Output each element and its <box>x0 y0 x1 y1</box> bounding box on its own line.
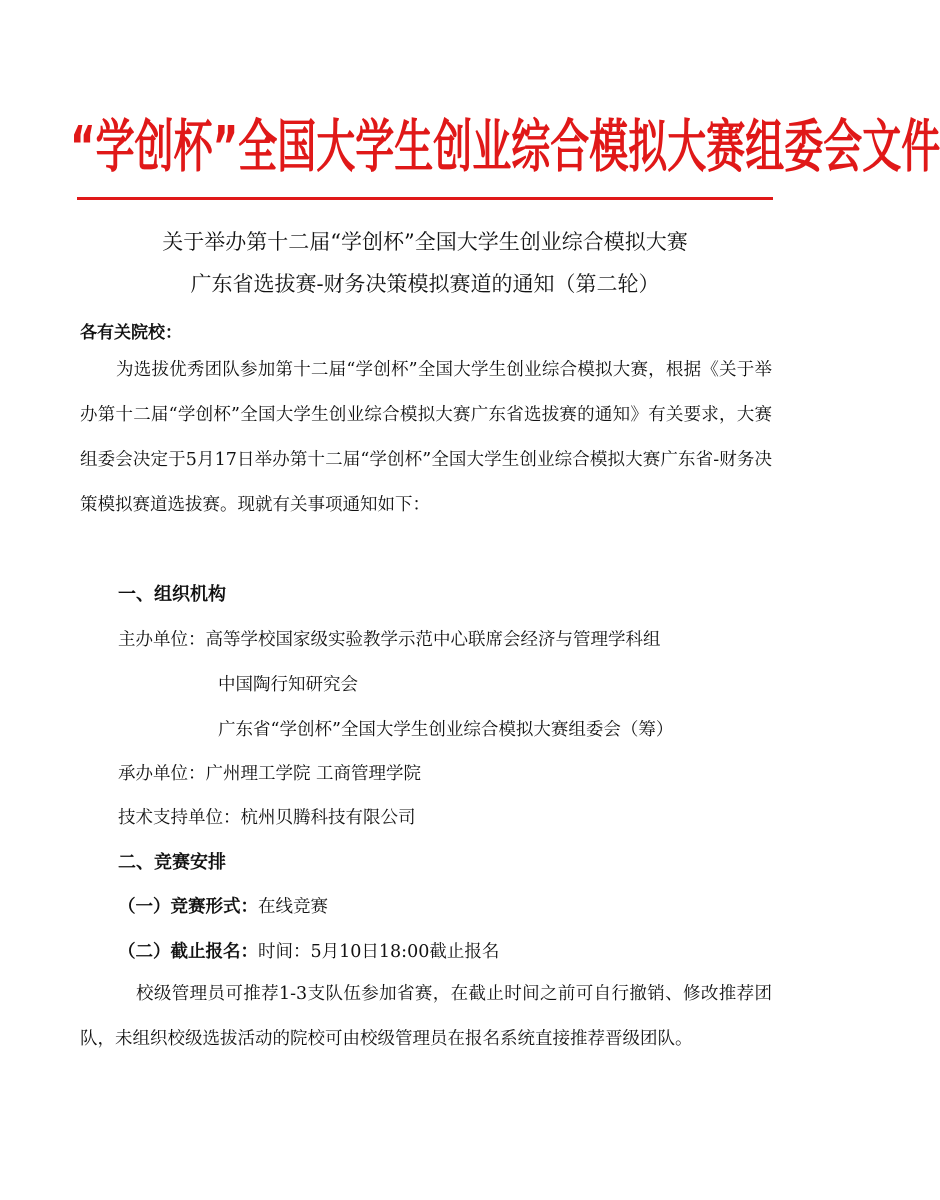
notice-title-line-1: 关于举办第十二届“学创杯”全国大学生创业综合模拟大赛 <box>162 230 688 254</box>
format-value: 在线竞赛 <box>258 897 328 917</box>
host-label: 主办单位： <box>118 630 206 650</box>
section-heading-organization: 一、组织机构 <box>118 584 226 605</box>
host-unit-1: 高等学校国家级实验教学示范中心联席会经济与管理学科组 <box>205 630 661 650</box>
deadline-label: （二）截止报名： <box>118 942 258 962</box>
host-unit-3: 广东省“学创杯”全国大学生创业综合模拟大赛组委会（筹） <box>218 720 674 740</box>
masthead-divider <box>77 197 773 200</box>
format-label: （一）竞赛形式： <box>118 897 258 917</box>
notice-title-line-2: 广东省选拔赛-财务决策模拟赛道的通知（第二轮） <box>190 272 660 296</box>
host-unit-2: 中国陶行知研究会 <box>218 675 358 695</box>
deadline-value: 时间：5月10日18:00截止报名 <box>258 942 500 962</box>
deadline-paragraph: 校级管理员可推荐1-3支队伍参加省赛，在截止时间之前可自行撤销、修改推荐团队，未组织校级选拔活动的院校可由校级管理员在报名系统直接推荐晋级团队。 <box>80 984 772 1049</box>
intro-paragraph: 为选拔优秀团队参加第十二届“学创杯”全国大学生创业综合模拟大赛，根据《关于举办第十二届“学创杯”全国大学生创业综合模拟大赛广东省选拔赛的通知》有关要求，大赛组委会决定于5月17日举办第十二届“学创杯”全国大学生创业综合模拟大赛广东省-财务决策模拟赛道选拔赛。现就有关事项通知如下： <box>80 360 772 515</box>
salutation: 各有关院校： <box>80 323 182 343</box>
competition-format <box>118 893 328 918</box>
masthead-title: “学创杯”全国大学生创业综合模拟大赛组委会文件 <box>70 115 940 181</box>
section-heading-arrangement: 二、竞赛安排 <box>118 852 226 873</box>
registration-deadline <box>118 938 499 963</box>
tech-support-line: 技术支持单位：杭州贝腾科技有限公司 <box>118 808 416 828</box>
host-units-first-line <box>118 626 661 651</box>
organizer-line: 承办单位：广州理工学院 工商管理学院 <box>118 764 422 784</box>
